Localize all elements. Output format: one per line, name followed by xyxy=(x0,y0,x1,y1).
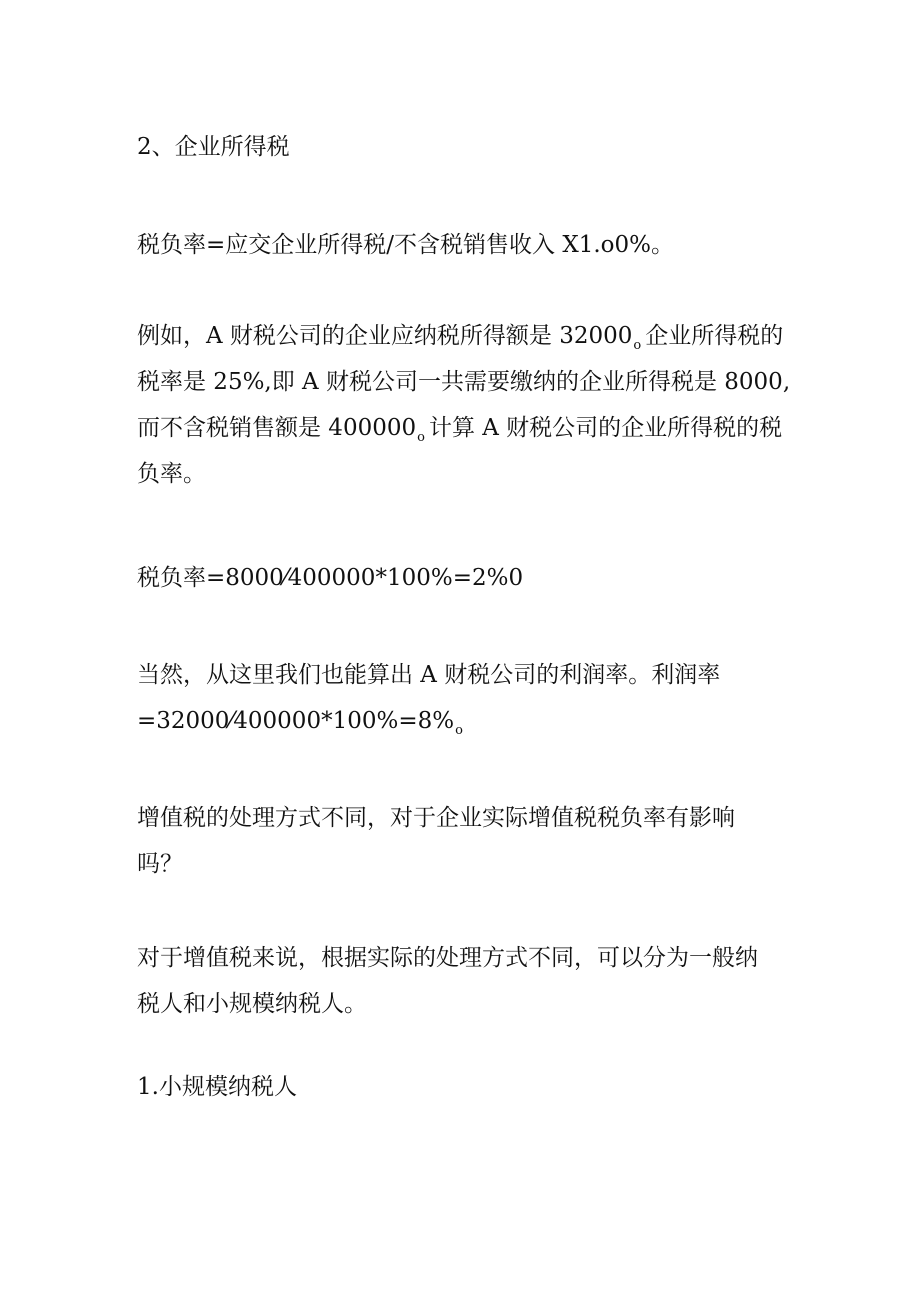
question-paragraph xyxy=(137,795,787,887)
question-line-2: 吗？ xyxy=(137,851,183,877)
example-line-1 xyxy=(137,313,787,359)
example-line-3 xyxy=(137,405,787,451)
profit-line-2 xyxy=(137,698,787,744)
formula-text: 税负率=应交企业所得税/不含税销售收入 X1.o0%。 xyxy=(137,232,674,258)
example-line-4: 负率。 xyxy=(137,461,206,487)
calculation-paragraph xyxy=(137,555,787,601)
example-line-3-text: 而不含税销售额是 400000 xyxy=(137,415,417,441)
answer-line-2: 税人和小规模纳税人。 xyxy=(137,991,367,1017)
profit-line-2-mark: o xyxy=(455,723,463,738)
small-heading-text: 1.小规模纳税人 xyxy=(137,1074,297,1100)
tax-burden-formula-definition xyxy=(137,222,787,268)
section-heading-enterprise-income-tax xyxy=(137,124,787,170)
example-line-3-tail: 计算 A 财税公司的企业所得税的税 xyxy=(428,415,783,441)
heading-text: 2、企业所得税 xyxy=(137,134,290,160)
example-line-3-mark: o xyxy=(417,430,425,445)
example-paragraph xyxy=(137,313,791,497)
example-line-1-mark: o xyxy=(633,338,642,353)
calculation-text: 税负率=8000⁄400000*100%=2%0 xyxy=(137,565,524,591)
answer-line-1: 对于增值税来说，根据实际的处理方式不同，可以分为一般纳 xyxy=(137,945,758,971)
example-line-1-text: 例如，A 财税公司的企业应纳税所得额是 32000 xyxy=(137,323,633,349)
profit-line-1: 当然，从这里我们也能算出 A 财税公司的利润率。利润率 xyxy=(137,662,721,688)
example-line-2: 税率是 25%,即 A 财税公司一共需要缴纳的企业所得税是 8000, xyxy=(137,369,791,395)
profit-line-2-text: =32000⁄400000*100%=8% xyxy=(137,708,455,734)
profit-rate-paragraph xyxy=(137,652,787,744)
section-heading-small-scale-taxpayer xyxy=(137,1064,787,1110)
answer-paragraph xyxy=(137,935,787,1027)
example-line-1-tail: 企业所得税的 xyxy=(645,323,784,349)
question-line-1: 增值税的处理方式不同，对于企业实际增值税税负率有影响 xyxy=(137,805,735,831)
